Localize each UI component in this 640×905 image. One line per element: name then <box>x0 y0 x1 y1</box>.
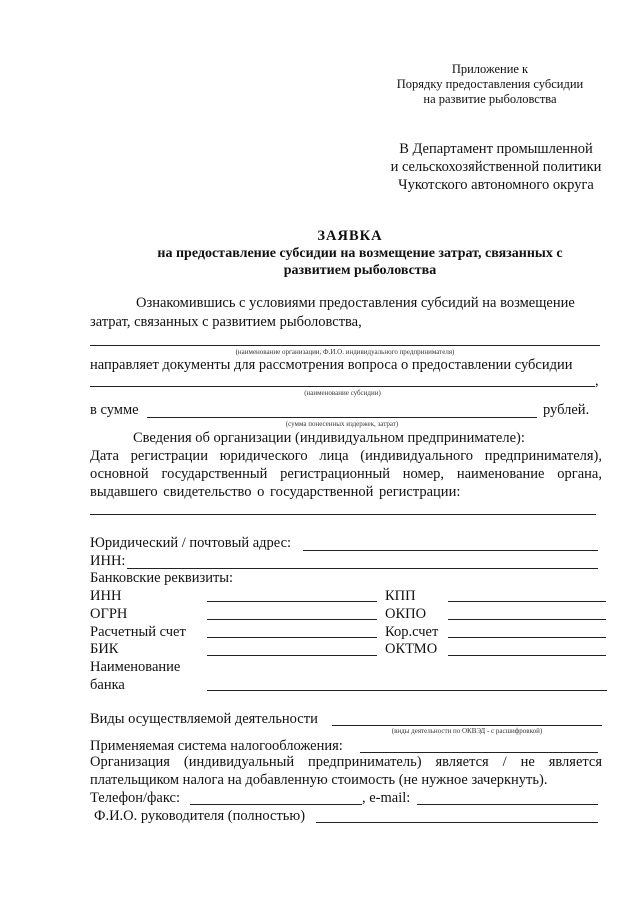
bank-oktmo-label: ОКТМО <box>385 641 438 657</box>
tax-system-label: Применяемая система налогообложения: <box>90 738 343 754</box>
bank-corr-label: Кор.счет <box>385 624 439 640</box>
bank-ogrn-field[interactable] <box>207 619 377 620</box>
addressee-line-2: и сельскохозяйственной политики <box>390 159 602 175</box>
appendix-line-2: Порядку предоставления субсидии <box>396 77 584 91</box>
activity-caption: (виды деятельности по ОКВЭД - с расшифровкой) <box>391 727 543 735</box>
address-label: Юридический / почтовый адрес: <box>90 535 292 551</box>
activity-field[interactable] <box>332 725 602 726</box>
email-label: , e-mail: <box>362 790 411 806</box>
addressee-line-1: В Департамент промышленной <box>399 141 593 157</box>
phone-label: Телефон/факс: <box>90 790 181 806</box>
vat-line-1: Организация (индивидуальный предприниматель) является / не является <box>90 754 602 770</box>
registration-field[interactable] <box>90 514 596 515</box>
intro-line-2: затрат, связанных с развитием рыболовства, <box>90 314 362 330</box>
bank-inn-label: ИНН <box>90 588 122 604</box>
bank-heading: Банковские реквизиты: <box>90 570 234 586</box>
info-heading: Сведения об организации (индивидуальном предпринимателе): <box>133 430 525 446</box>
bank-bik-field[interactable] <box>207 655 377 656</box>
appendix-line-1: Приложение к <box>451 62 529 76</box>
bank-inn-field[interactable] <box>207 601 377 602</box>
bank-corr-field[interactable] <box>448 637 606 638</box>
bank-name-label-1: Наименование <box>90 659 181 675</box>
org-name-field[interactable] <box>90 345 600 346</box>
intro-line-1: Ознакомившись с условиями предоставления субсидий на возмещение <box>136 295 575 311</box>
document-subtitle-1: на предоставление субсидии на возмещение затрат, связанных с <box>157 246 563 261</box>
subsidy-name-field[interactable] <box>90 386 595 387</box>
tax-system-field[interactable] <box>360 752 598 753</box>
info-line-3: выдавшего свидетельство о государственной регистрации: <box>90 484 461 500</box>
sends-documents-text: направляет документы для рассмотрения вопроса о предоставлении субсидии <box>90 357 573 373</box>
bank-account-label: Расчетный счет <box>90 624 186 640</box>
bank-okpo-label: ОКПО <box>385 606 427 622</box>
org-name-caption: (наименование организации, Ф.И.О. индивидуального предпринимателя) <box>235 348 455 356</box>
bank-name-field[interactable] <box>207 690 607 691</box>
sum-suffix: рублей. <box>543 402 590 418</box>
addressee-line-3: Чукотского автономного округа <box>398 177 594 193</box>
info-line-2: основной государственный регистрационный номер, наименование органа, <box>90 466 602 482</box>
address-field[interactable] <box>303 550 598 551</box>
vat-line-2: плательщиком налога на добавленную стоимость (не нужное зачеркнуть). <box>90 772 548 788</box>
bank-ogrn-label: ОГРН <box>90 606 128 622</box>
director-label: Ф.И.О. руководителя (полностью) <box>94 808 306 824</box>
document-subtitle-2: развитием рыболовства <box>283 263 437 278</box>
bank-bik-label: БИК <box>90 641 119 657</box>
document-title: ЗАЯВКА <box>317 228 383 244</box>
inn-label: ИНН: <box>90 553 126 569</box>
comma: , <box>595 373 599 389</box>
bank-kpp-field[interactable] <box>448 601 606 602</box>
inn-field[interactable] <box>127 568 598 569</box>
bank-kpp-label: КПП <box>385 588 416 604</box>
activity-label: Виды осуществляемой деятельности <box>90 711 318 727</box>
info-line-1: Дата регистрации юридического лица (индивидуального предпринимателя), <box>90 448 602 464</box>
sum-prefix: в сумме <box>90 402 139 418</box>
bank-name-label-2: банка <box>90 677 125 693</box>
bank-account-field[interactable] <box>207 637 377 638</box>
appendix-line-3: на развитие рыболовства <box>423 92 557 106</box>
subsidy-caption: (наименование субсидии) <box>304 389 381 397</box>
bank-oktmo-field[interactable] <box>448 655 606 656</box>
bank-okpo-field[interactable] <box>448 619 606 620</box>
phone-field[interactable] <box>190 804 362 805</box>
director-field[interactable] <box>316 822 598 823</box>
sum-field[interactable] <box>147 417 537 418</box>
email-field[interactable] <box>417 804 598 805</box>
sum-caption: (сумма понесенных издержек, затрат) <box>285 420 399 428</box>
